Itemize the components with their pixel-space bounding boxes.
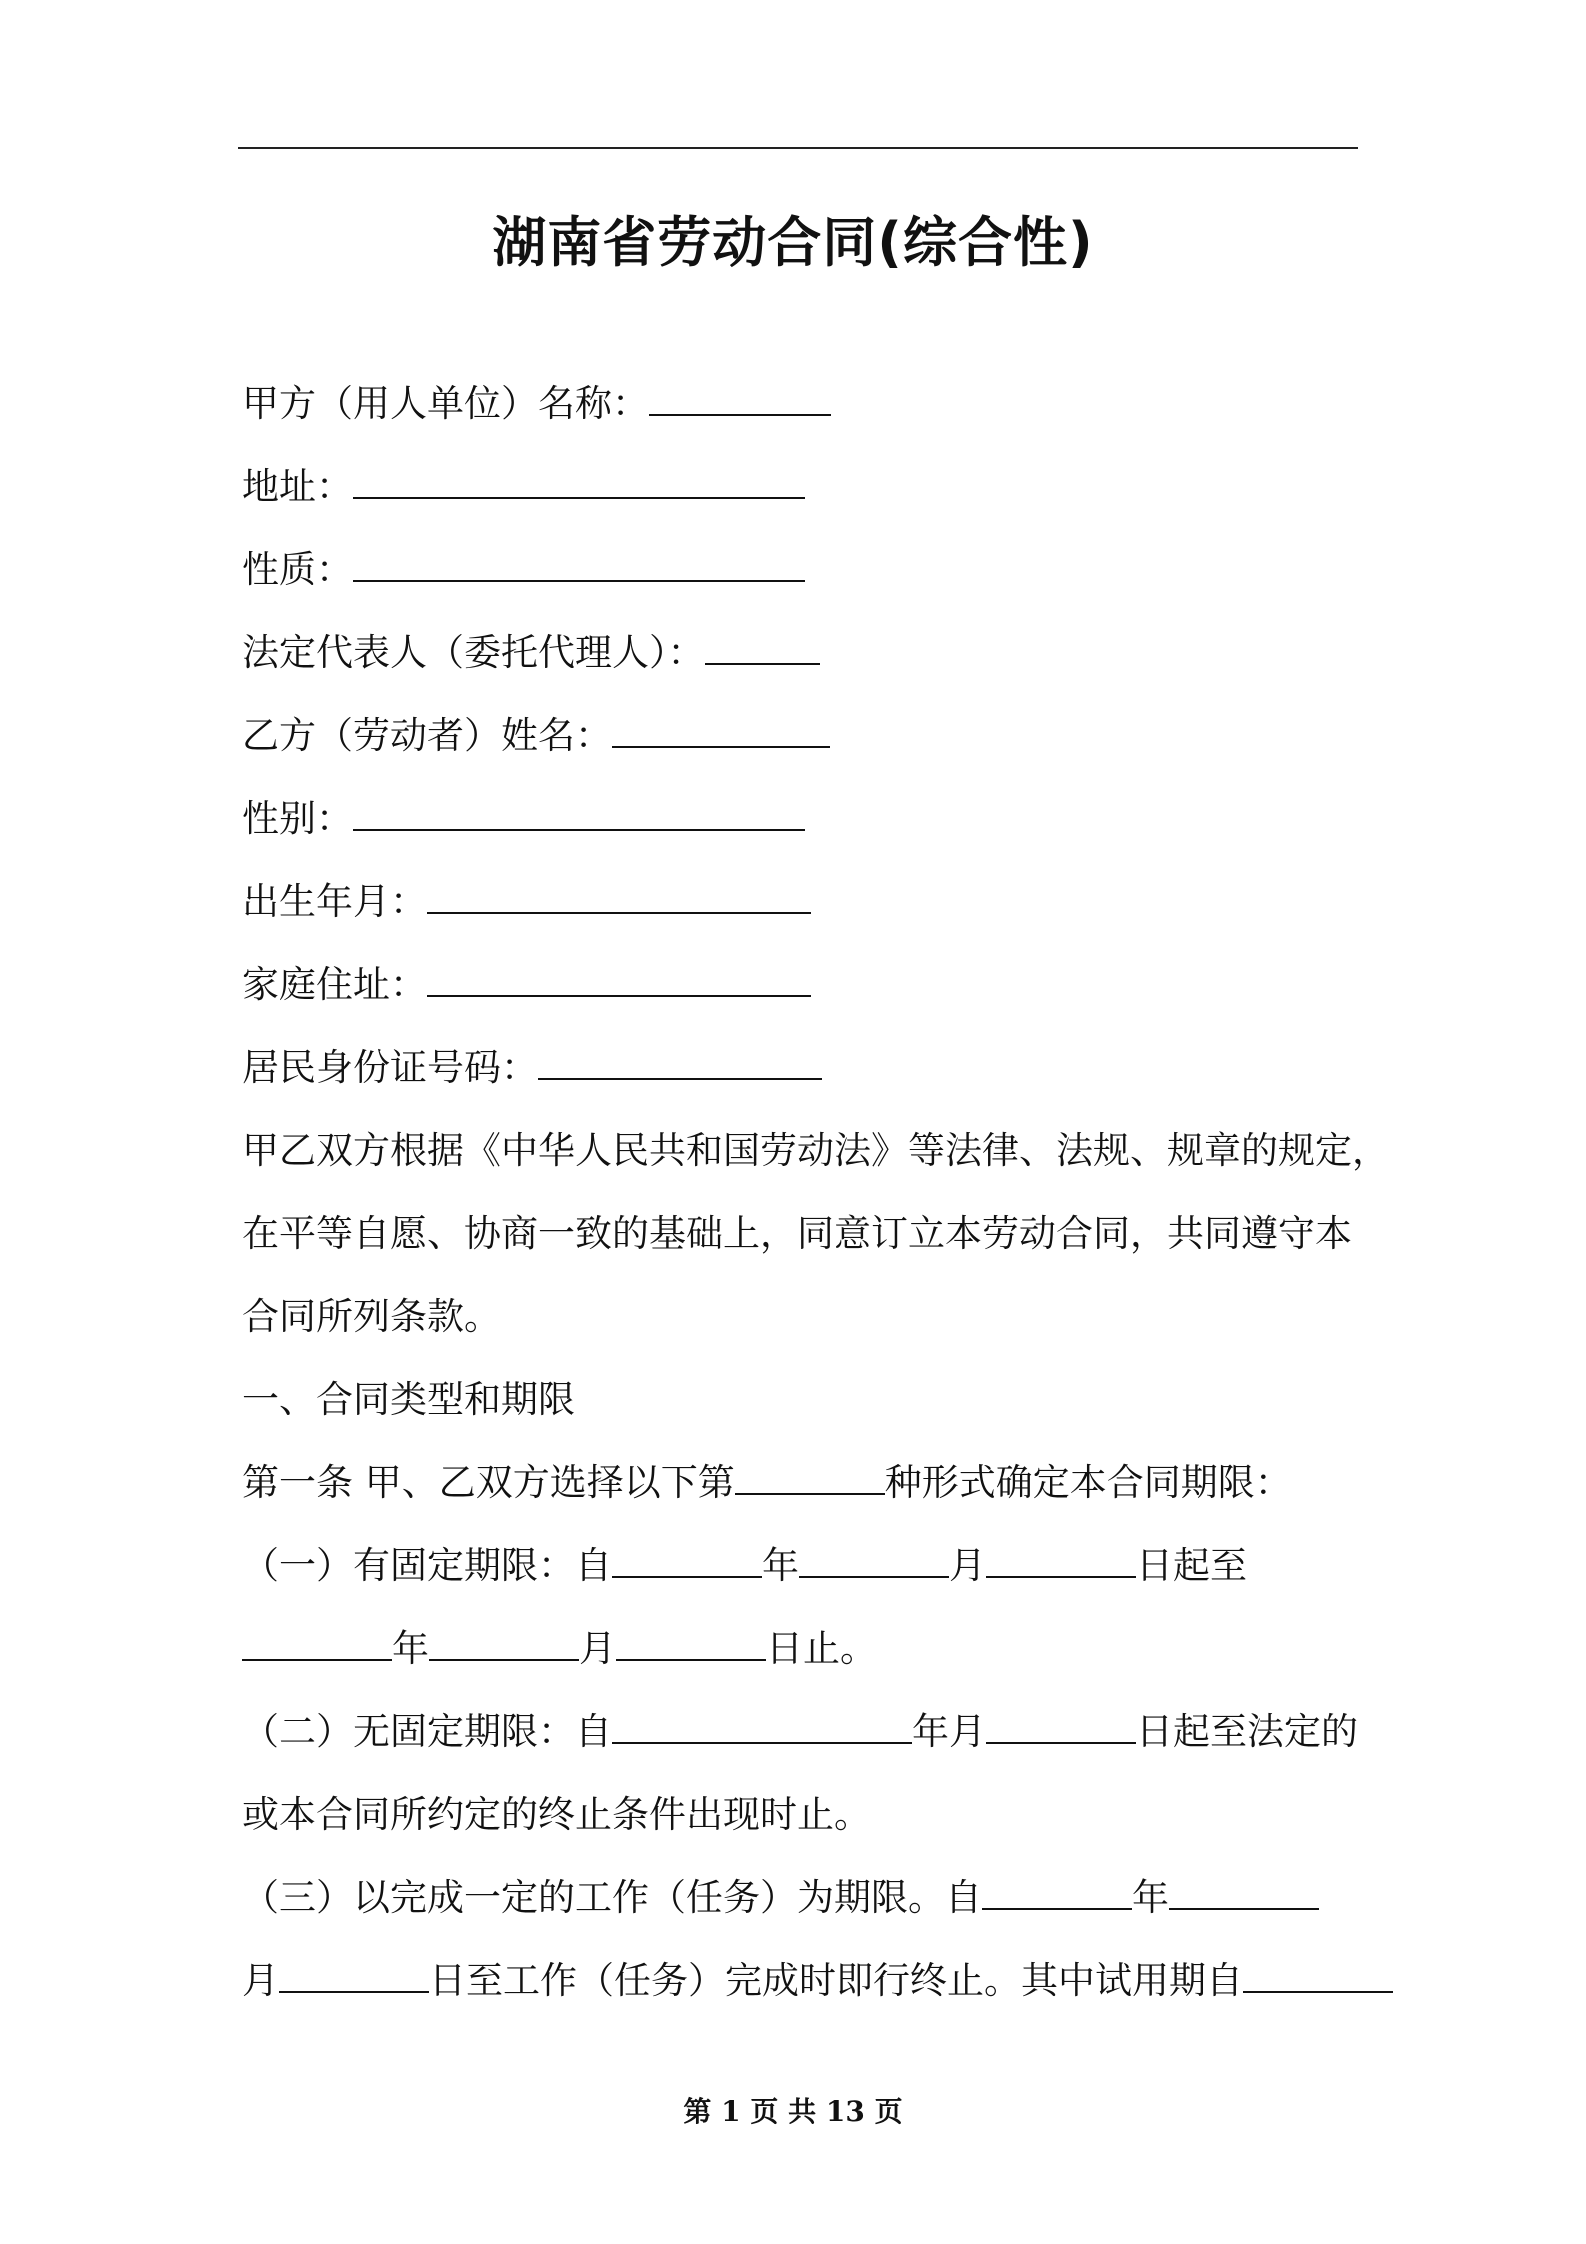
fill-blank — [705, 623, 820, 665]
task-term-rest: 日至工作（任务）完成时即行终止。其中试用期自 — [429, 1959, 1243, 2002]
field-gender — [242, 789, 805, 849]
field-home-address — [242, 955, 811, 1015]
field-label: 居民身份证号码： — [242, 1046, 538, 1089]
intro-line-3: 合同所列条款。 — [242, 1295, 501, 1338]
open-term-label: （二）无固定期限：自 — [242, 1710, 612, 1753]
open-term-line-1 — [242, 1702, 1358, 1762]
article-suffix: 种形式确定本合同期限： — [884, 1461, 1292, 1504]
intro-line-2: 在平等自愿、协商一致的基础上，同意订立本劳动合同，共同遵守本 — [242, 1212, 1352, 1255]
fill-blank — [982, 1868, 1132, 1910]
year-label: 年 — [392, 1627, 429, 1670]
field-address — [242, 457, 805, 517]
field-label: 甲方（用人单位）名称： — [242, 382, 649, 425]
fill-blank — [1243, 1951, 1393, 1993]
field-label: 出生年月： — [242, 880, 427, 923]
fill-blank — [427, 955, 811, 997]
year-label: 年 — [1132, 1876, 1169, 1919]
day-until-label: 日止。 — [766, 1627, 877, 1670]
document-title: 湖南省劳动合同(综合性) — [492, 211, 1094, 274]
header-rule — [238, 147, 1358, 149]
open-term-line-2: 或本合同所约定的终止条件出现时止。 — [242, 1793, 871, 1836]
fill-blank — [353, 457, 805, 499]
task-term-label: （三）以完成一定的工作（任务）为期限。自 — [242, 1876, 982, 1919]
field-legal-rep — [242, 623, 820, 683]
month-label: 月 — [242, 1959, 279, 2002]
year-label: 年 — [762, 1544, 799, 1587]
article-1 — [242, 1453, 1292, 1513]
field-party-b-name — [242, 706, 830, 766]
field-label: 法定代表人（委托代理人）： — [242, 631, 705, 674]
fill-blank — [1169, 1868, 1319, 1910]
fill-blank — [612, 706, 830, 748]
field-id-number — [242, 1038, 822, 1098]
fill-blank — [735, 1453, 885, 1495]
fill-blank — [616, 1619, 766, 1661]
open-term-rest: 日起至法定的 — [1136, 1710, 1358, 1753]
field-label: 地址： — [242, 465, 353, 508]
field-label: 家庭住址： — [242, 963, 427, 1006]
month-label: 月 — [579, 1627, 616, 1670]
fill-blank — [242, 1619, 392, 1661]
field-birth — [242, 872, 811, 932]
fill-blank — [799, 1536, 949, 1578]
fill-blank — [986, 1536, 1136, 1578]
fill-blank — [353, 789, 805, 831]
fill-blank — [612, 1536, 762, 1578]
intro-line-1: 甲乙双方根据《中华人民共和国劳动法》等法律、法规、规章的规定， — [242, 1129, 1389, 1172]
field-label: 乙方（劳动者）姓名： — [242, 714, 612, 757]
fill-blank — [429, 1619, 579, 1661]
task-term-line-2 — [242, 1951, 1393, 2011]
day-from-label: 日起至 — [1136, 1544, 1247, 1587]
fixed-term-line-2 — [242, 1619, 877, 1679]
fixed-term-label: （一）有固定期限：自 — [242, 1544, 612, 1587]
fill-blank — [649, 374, 831, 416]
field-label: 性质： — [242, 548, 353, 591]
task-term-line-1 — [242, 1868, 1319, 1928]
fill-blank — [612, 1702, 912, 1744]
section-heading: 一、合同类型和期限 — [242, 1378, 575, 1421]
fill-blank — [353, 540, 805, 582]
field-nature — [242, 540, 805, 600]
year-month-label: 年月 — [912, 1710, 986, 1753]
fill-blank — [986, 1702, 1136, 1744]
article-prefix: 第一条 甲、乙双方选择以下第 — [242, 1461, 735, 1504]
page-number: 第 1 页 共 13 页 — [683, 2095, 903, 2128]
fixed-term-line-1 — [242, 1536, 1247, 1596]
fill-blank — [279, 1951, 429, 1993]
month-label: 月 — [949, 1544, 986, 1587]
field-party-a-name — [242, 374, 831, 434]
fill-blank — [538, 1038, 822, 1080]
field-label: 性别： — [242, 797, 353, 840]
fill-blank — [427, 872, 811, 914]
